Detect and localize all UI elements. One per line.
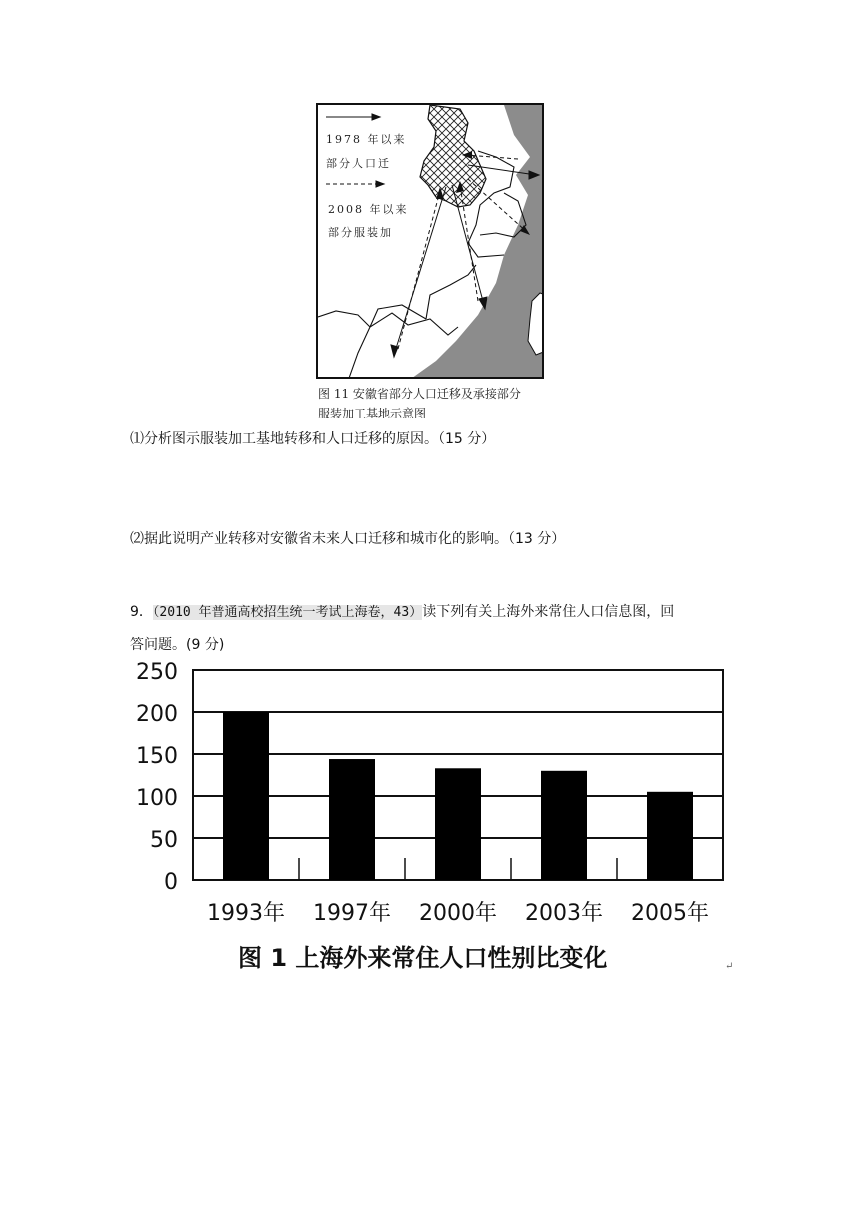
- question-9-text-b: 答问题。(9 分): [130, 637, 225, 653]
- question-9-source: （2010 年普通高校招生统一考试上海卷，43）: [152, 605, 423, 620]
- question-9: [130, 596, 730, 661]
- chart-svg: [120, 660, 740, 980]
- sex-ratio-chart: [120, 660, 740, 980]
- x-tick-label: 1993年: [207, 901, 285, 926]
- paragraph-mark: ↵: [725, 961, 734, 972]
- bar: [647, 792, 693, 880]
- map-caption: [318, 384, 548, 418]
- question-2: ⑵据此说明产业转移对安徽省未来人口迁移和城市化的影响。（13 分）: [130, 531, 566, 547]
- y-tick-label: 200: [136, 702, 178, 727]
- question-9-number: 9．: [130, 604, 153, 620]
- bar: [223, 712, 269, 880]
- y-tick-label: 0: [164, 870, 178, 895]
- map-caption-line2: 服装加工基地示意图: [318, 407, 427, 418]
- bar: [329, 759, 375, 880]
- legend-1978-line2: 部分人口迁: [326, 157, 391, 170]
- x-tick-label: 1997年: [313, 901, 391, 926]
- y-tick-label: 150: [136, 744, 178, 769]
- legend-2008-line2: 部分服装加: [328, 226, 393, 239]
- chart-title: 图 1 上海外来常住人口性别比变化: [238, 944, 608, 972]
- y-tick-label: 100: [136, 786, 178, 811]
- bar: [541, 771, 587, 880]
- map-figure: [316, 103, 544, 379]
- legend-2008-line1: 2008 年以来: [328, 203, 409, 216]
- x-tick-label: 2003年: [525, 901, 603, 926]
- bar: [435, 768, 481, 880]
- legend-1978-line1: 1978 年以来: [326, 133, 407, 146]
- legend-arrows: [326, 114, 384, 187]
- x-tick-label: 2000年: [419, 901, 497, 926]
- question-9-text-a: 读下列有关上海外来常住人口信息图，回: [422, 604, 675, 620]
- sea-area: [408, 105, 544, 379]
- y-tick-label: 250: [136, 660, 178, 685]
- y-tick-label: 50: [150, 828, 178, 853]
- question-1: ⑴分析图示服装加工基地转移和人口迁移的原因。（15 分）: [130, 431, 496, 447]
- map-caption-line1: 图 11 安徽省部分人口迁移及承接部分: [318, 387, 521, 401]
- x-tick-label: 2005年: [631, 901, 709, 926]
